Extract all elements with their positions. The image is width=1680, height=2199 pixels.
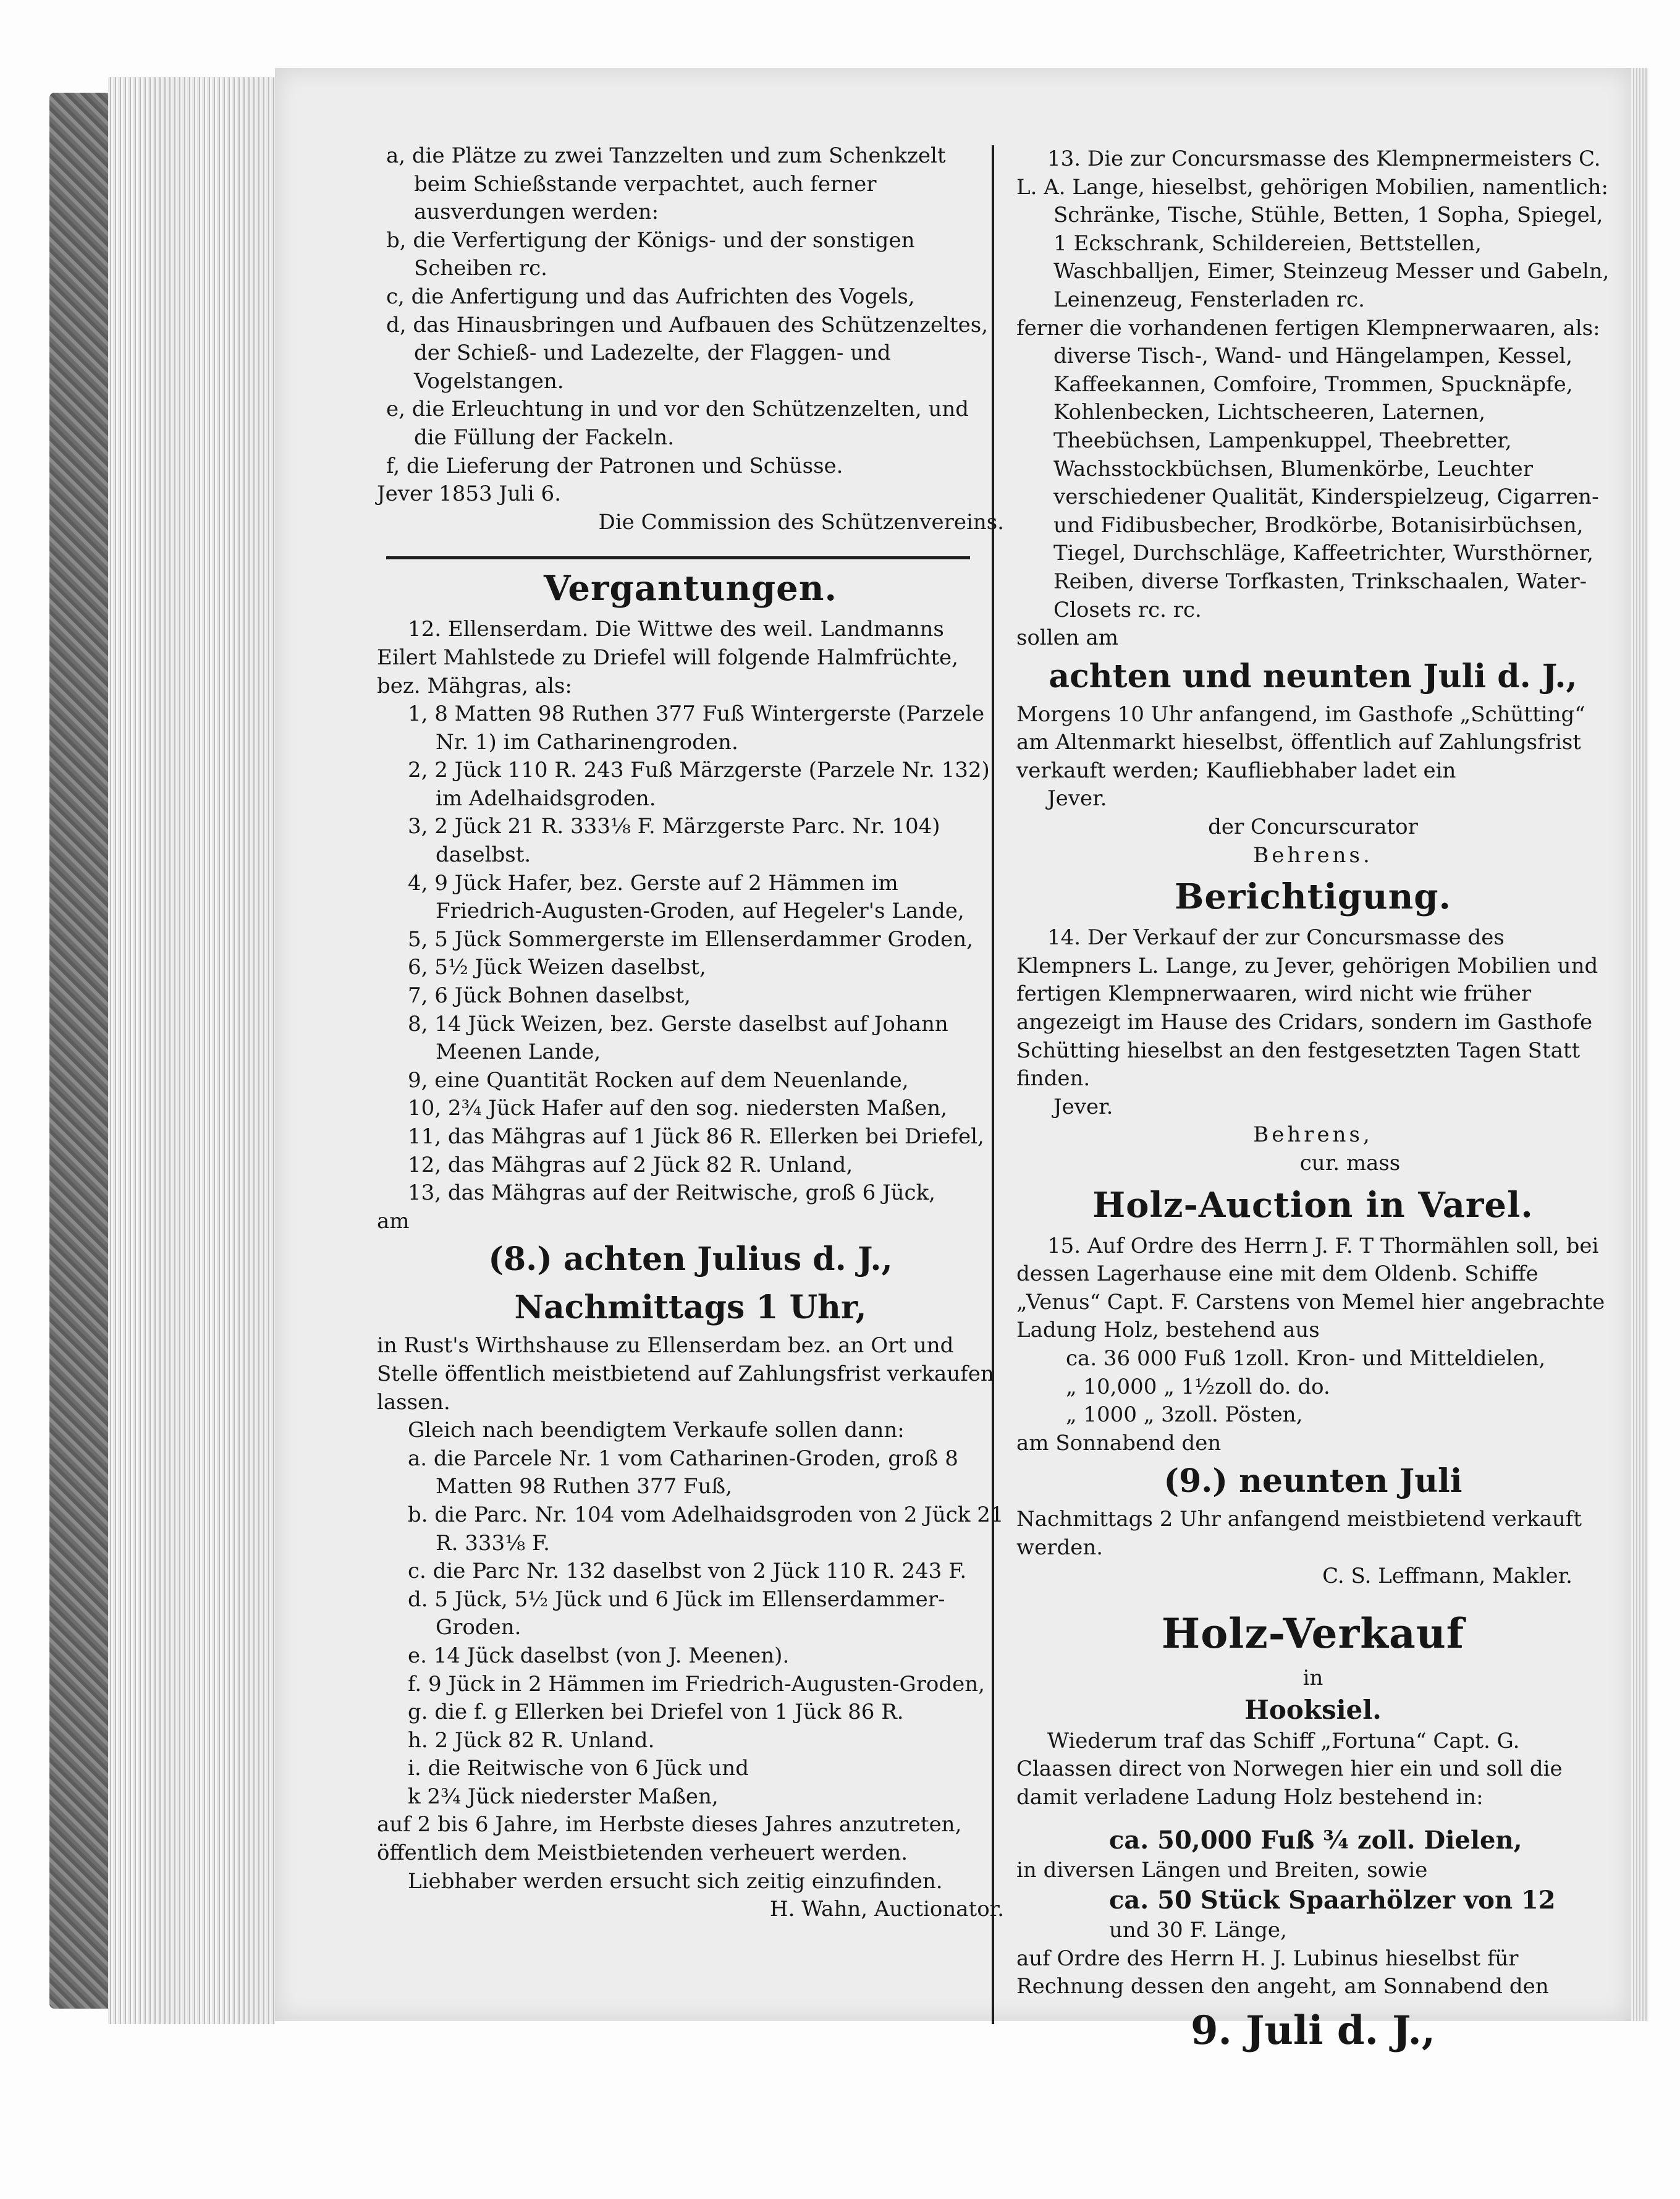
ad13-furniture: Schränke, Tische, Stühle, Betten, 1 Sopha, Spiegel, 1 Eckschrank, Schildereien, Bettstellen, Waschballjen, Eimer, Steinzeug Messer und Gabeln, Leinenzeug, Fensterladen rc.: [1053, 203, 1610, 312]
ad12-lease: auf 2 bis 6 Jahre, im Herbste dieses Jahres anzutreten, öffentlich dem Meistbietenden verheuert werden.: [377, 1812, 962, 1866]
page-stack-edges-right: [1631, 68, 1648, 2021]
list-item: 6, 5½ Jück Weizen daselbst,: [408, 955, 706, 980]
holz-verkauf-in: in: [1302, 1666, 1323, 1691]
ad12-signature: H. Wahn, Auctionator.: [769, 1897, 1004, 1922]
section-title-vergantungen: Vergantungen.: [544, 568, 837, 609]
ad13-place: Jever.: [1047, 786, 1107, 811]
list-item: a, die Plätze zu zwei Tanzzelten und zum Schenkzelt beim Schießstande verpachtet, auch ferner ausverdungen werden:: [386, 143, 946, 225]
list-item: 5, 5 Jück Sommergerste im Ellenserdammer Groden,: [408, 926, 973, 952]
list-item: c. die Parc Nr. 132 daselbst von 2 Jück 110 R. 243 F.: [408, 1559, 967, 1584]
ad15-date-heading: (9.) neunten Juli: [1163, 1462, 1463, 1501]
list-item: ca. 36 000 Fuß 1zoll. Kron- und Mitteldielen,: [1066, 1345, 1546, 1371]
ad14-signature-sub: cur. mass: [1299, 1151, 1401, 1176]
left-column: [377, 142, 1004, 1924]
ad16-item2b: und 30 F. Länge,: [1109, 1918, 1287, 1943]
list-item: 10, 2¾ Jück Hafer auf den sog. niedersten Maßen,: [408, 1096, 947, 1121]
intro-list: [377, 142, 1004, 480]
list-item: i. die Reitwische von 6 Jück und: [408, 1756, 749, 1781]
list-item: b, die Verfertigung der Königs- und der sonstigen Scheiben rc.: [386, 227, 915, 281]
page-stack-edges: [108, 77, 275, 2024]
ad13-signature-role: der Concurscurator: [1208, 815, 1418, 840]
ad14-place: Jever.: [1053, 1094, 1113, 1119]
ad15-am: am Sonnabend den: [1016, 1430, 1222, 1455]
ad12-place: in Rust's Wirthshause zu Ellenserdam bez. an Ort und Stelle öffentlich meistbietend auf Zahlungsfrist verkaufen lassen.: [377, 1333, 994, 1415]
ad15-text: 15. Auf Ordre des Herrn J. F. T Thormählen soll, bei dessen Lagerhause eine mit dem Oldenb. Schiffe „Venus“ Capt. F. Carstens von Memel hier angebrachte Ladung Holz, bestehend aus: [1016, 1233, 1605, 1343]
list-item: 12, das Mähgras auf 2 Jück 82 R. Unland,: [408, 1152, 853, 1177]
ad12-date-heading: (8.) achten Julius d. J., Nachmittags 1 Uhr,: [488, 1240, 893, 1327]
ad13-details: Morgens 10 Uhr anfangend, im Gasthofe „Schütting“ am Altenmarkt hieselbst, öffentlich auf Zahlungsfrist verkauft werden; Kaufliebhaber ladet ein: [1016, 701, 1585, 783]
section-title-holz-verkauf: Holz-Verkauf: [1161, 1609, 1465, 1658]
list-item: k 2¾ Jück niederster Maßen,: [408, 1784, 719, 1809]
ad12-then: Gleich nach beendigtem Verkaufe sollen dann:: [408, 1418, 905, 1443]
ad12-am: am: [377, 1208, 410, 1234]
ad16-item1: ca. 50,000 Fuß ¾ zoll. Dielen,: [1109, 1825, 1522, 1855]
book-cover-edge: [49, 93, 108, 2009]
ad16-item1b: in diversen Längen und Breiten, sowie: [1016, 1857, 1428, 1883]
right-column: [1016, 145, 1610, 2061]
intro-date: Jever 1853 Juli 6.: [377, 481, 561, 507]
section-title-berichtigung: Berichtigung.: [1175, 876, 1451, 918]
ad15-list: [1016, 1345, 1610, 1430]
list-item: e. 14 Jück daselbst (von J. Meenen).: [408, 1643, 790, 1668]
list-item: h. 2 Jück 82 R. Unland.: [408, 1727, 655, 1753]
ad16-text: Wiederum traf das Schiff „Fortuna“ Capt. G. Claassen direct von Norwegen hier ein und soll die damit verladene Ladung Holz bestehend in:: [1016, 1728, 1563, 1810]
ad13-ferner: ferner die vorhandenen fertigen Klempnerwaaren, als:: [1016, 315, 1600, 341]
list-item: a. die Parcele Nr. 1 vom Catharinen-Groden, groß 8 Matten 98 Ruthen 377 Fuß,: [408, 1446, 958, 1499]
list-item: f, die Lieferung der Patronen und Schüsse.: [386, 453, 843, 478]
list-item: 1, 8 Matten 98 Ruthen 377 Fuß Wintergerste (Parzele Nr. 1) im Catharinengroden.: [408, 701, 985, 755]
ad16-date-heading: 9. Juli d. J.,: [1191, 2007, 1435, 2054]
list-item: 2, 2 Jück 110 R. 243 Fuß Märzgerste (Parzele Nr. 132) im Adelhaidsgroden.: [408, 758, 990, 811]
ad13-signature-name: Behrens.: [1253, 842, 1373, 868]
list-item: „ 1000 „ 3zoll. Pösten,: [1066, 1402, 1303, 1428]
ad13-sollen: sollen am: [1016, 625, 1119, 651]
ad12-list: [377, 700, 1004, 1208]
ad12-intro: 12. Ellenserdam. Die Wittwe des weil. Landmanns Eilert Mahlstede zu Driefel will folgende Halmfrüchte, bez. Mähgras, als:: [377, 617, 958, 698]
list-item: 3, 2 Jück 21 R. 333⅛ F. Märzgerste Parc. Nr. 104) daselbst.: [408, 814, 940, 868]
list-item: d, das Hinausbringen und Aufbauen des Schützenzeltes, der Schieß- und Ladezelte, der Flaggen- und Vogelstangen.: [386, 312, 989, 394]
list-item: b. die Parc. Nr. 104 vom Adelhaidsgroden von 2 Jück 21 R. 333⅛ F.: [408, 1502, 1004, 1556]
intro-signature: Die Commission des Schützenvereins.: [598, 509, 1004, 535]
ad13-wares: diverse Tisch-, Wand- und Hängelampen, Kessel, Kaffeekannen, Comfoire, Trommen, Spucknäpfe, Kohlenbecken, Lichtscheeren, Laternen, Theebüchsen, Lampenkuppel, Theebretter, Wachsstockbüchsen, Blumenkörbe, Leuchter verschiedener Qualität, Kinderspielzeug, Cigarren- und Fidibusbecher, Brodkörbe, Botanisirbüchsen, Tiegel, Durchschläge, Kaffeetrichter, Wursthörner, Reiben, diverse Torfkasten, Trinkschaalen, Water-Closets rc. rc.: [1053, 344, 1599, 622]
ad14-signature-name: Behrens,: [1253, 1122, 1373, 1148]
ad13-intro: 13. Die zur Concursmasse des Klempnermeisters C. L. A. Lange, hieselbst, gehörigen Mobilien, namentlich:: [1016, 146, 1608, 200]
list-item: d. 5 Jück, 5½ Jück und 6 Jück im Ellenserdammer-Groden.: [408, 1587, 945, 1640]
list-item: 13, das Mähgras auf der Reitwische, groß 6 Jück,: [408, 1180, 935, 1206]
list-item: 11, das Mähgras auf 1 Jück 86 R. Ellerken bei Driefel,: [408, 1124, 984, 1149]
list-item: 4, 9 Jück Hafer, bez. Gerste auf 2 Hämmen im Friedrich-Augusten-Groden, auf Hegeler's Lande,: [408, 870, 965, 924]
list-item: 7, 6 Jück Bohnen daselbst,: [408, 983, 691, 1009]
list-item: c, die Anfertigung und das Aufrichten des Vogels,: [386, 284, 915, 309]
list-item: e, die Erleuchtung in und vor den Schützenzelten, und die Füllung der Fackeln.: [386, 397, 969, 450]
ad12-parcels: [377, 1445, 1004, 1811]
ad12-invite: Liebhaber werden ersucht sich zeitig einzufinden.: [408, 1868, 943, 1894]
ad14-text: 14. Der Verkauf der zur Concursmasse des Klempners L. Lange, zu Jever, gehörigen Mobilien und fertigen Klempnerwaaren, wird nicht wie früher angezeigt im Hause des Cridars, sondern im Gasthofe Schütting hieselbst an den festgesetzten Tagen Statt finden.: [1016, 925, 1598, 1091]
list-item: f. 9 Jück in 2 Hämmen im Friedrich-Augusten-Groden,: [408, 1671, 985, 1697]
ad16-text2: auf Ordre des Herrn H. J. Lubinus hieselbst für Rechnung dessen den angeht, am Sonnabend den: [1016, 1946, 1549, 1999]
holz-verkauf-place: Hooksiel.: [1244, 1694, 1382, 1725]
ad13-date-heading: achten und neunten Juli d. J.,: [1049, 657, 1577, 695]
list-item: „ 10,000 „ 1½zoll do. do.: [1066, 1374, 1330, 1399]
newspaper-page: [275, 68, 1631, 2054]
ad16-item2: ca. 50 Stück Spaarhölzer von 12: [1109, 1886, 1556, 1915]
list-item: g. die f. g Ellerken bei Driefel von 1 Jück 86 R.: [408, 1700, 904, 1725]
list-item: 8, 14 Jück Weizen, bez. Gerste daselbst auf Johann Meenen Lande,: [408, 1011, 948, 1065]
ad15-signature: C. S. Leffmann, Makler.: [1322, 1563, 1572, 1588]
section-title-holz-auction: Holz-Auction in Varel.: [1092, 1184, 1534, 1226]
ad15-details: Nachmittags 2 Uhr anfangend meistbietend verkauft werden.: [1016, 1507, 1582, 1560]
list-item: 9, eine Quantität Rocken auf dem Neuenlande,: [408, 1067, 909, 1093]
